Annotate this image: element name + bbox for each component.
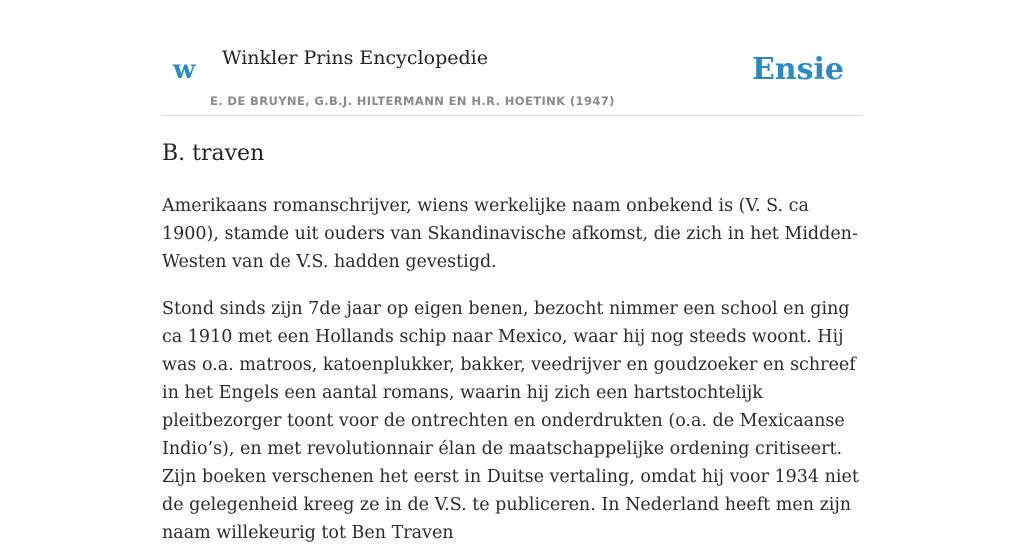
article-paragraph-2: Stond sinds zijn 7de jaar op eigen benen, bezocht nimmer een school en ging ca 1910 met een Hollands schip naar Mexico, waar hij nog steeds woont. Hij was o.a. matroos, katoenplukker, bakker, veedrijver en goudzoeker en schreef in het Engels een aantal romans, waarin hij zich een hartstochtelijk pleitbezorger toont voor de ontrechten en onderdrukten (o.a. de Mexicaanse Indio’s), en met revolutionnair élan de maatschappelijke ordening critiseert. Zijn boeken verschenen het eerst in Duitse vertaling, omdat hij voor 1934 niet de gelegenheid kreeg ze in de V.S. te publiceren. In Nederland heeft men zijn naam willekeurig tot Ben Traven [162, 299, 859, 543]
site-header [162, 0, 862, 116]
header-container [162, 0, 862, 116]
site-subtitle: E. DE BRUYNE, G.B.J. HILTERMANN EN H.R. HOETINK (1947) [210, 94, 615, 108]
article-title: B. traven [162, 141, 265, 166]
site-title[interactable]: Winkler Prins Encyclopedie [222, 47, 488, 69]
article-paragraph-1: Amerikaans romanschrijver, wiens werkelijke naam onbekend is (V. S. ca 1900), stamde uit ouders van Skandinavische afkomst, die zich in het Midden-Westen van de V.S. hadden gevestigd. [162, 196, 858, 272]
logo-icon[interactable]: w [173, 55, 196, 85]
brand-logo[interactable]: Ensie [751, 52, 844, 87]
